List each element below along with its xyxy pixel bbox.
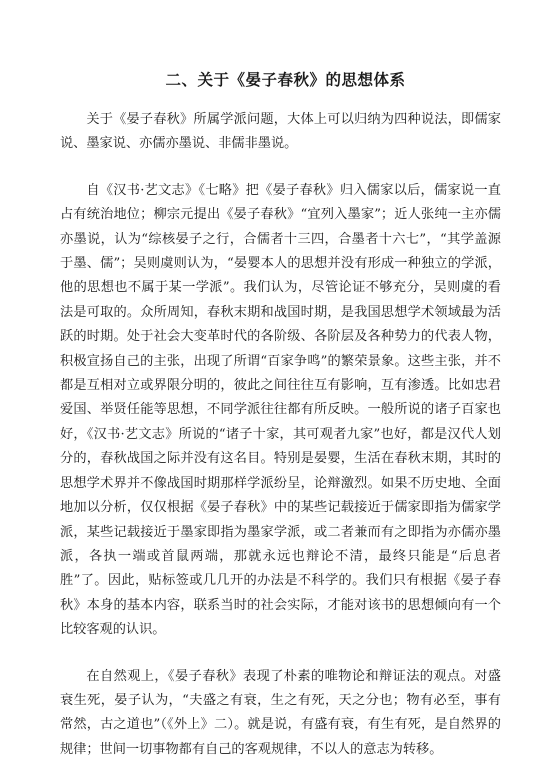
paragraph-3: 在自然观上，《晏子春秋》表现了朴素的唯物论和辩证法的观点。对盛衰生死，晏子认为，“夫盛之有衰，生之有死，天之分也；物有必至，事有常然，古之道也”（《外上》二）。就是说，有盛有衰，有生有死，是自然界的规律；世间一切事物都有自己的客观规律，不以人的意志为转移。 [60, 668, 501, 757]
paragraph-2: 自《汉书·艺文志》《七略》把《晏子春秋》归入儒家以后，儒家说一直占有统治地位；柳宗元提出《晏子春秋》“宜列入墨家”；近人张纯一主亦儒亦墨说，认为“综核晏子之行，合儒者十三四，合墨者十六七”，“其学盖源于墨、儒”；吴则虞则认为，“晏婴本人的思想并没有形成一种独立的学派，他的思想也不属于某一学派”。我们认为，尽管论证不够充分，吴则虞的看法是可取的。众所周知，春秋末期和战国时期，是我国思想学术领域最为活跃的时期。处于社会大变革时代的各阶级、各阶层及各种势力的代表人物，积极宣扬自己的主张，出现了所谓“百家争鸣”的繁荣景象。这些主张，并不都是互相对立或界限分明的，彼此之间往往互有影响，互有渗透。比如忠君爱国、举贤任能等思想，不同学派往往都有所反映。一般所说的诸子百家也好，《汉书·艺文志》所说的“诸子十家，其可观者九家”也好，都是汉代人划分的，春秋战国之际并没有这名目。特别是晏婴，生活在春秋末期，其时的思想学术界并不像战国时期那样学派纷呈，论辩激烈。如果不历史地、全面地加以分析，仅仅根据《晏子春秋》中的某些记载接近于儒家即指为儒家学派，某些记载接近于墨家即指为墨家学派，或二者兼而有之即指为亦儒亦墨派，各执一端或首鼠两端，那就永远也辩论不清，最终只能是“后息者胜”了。因此，贴标签或几几开的办法是不科学的。我们只有根据《晏子春秋》本身的基本内容，联系当时的社会实际，才能对该书的思想倾向有一个比较客观的认识。 [60, 182, 501, 638]
section-title: 二、关于《晏子春秋》的思想体系 [165, 70, 406, 89]
paragraph-1: 关于《晏子春秋》所属学派问题，大体上可以归纳为四种说法，即儒家说、墨家说、亦儒亦墨说、非儒非墨说。 [60, 112, 501, 152]
